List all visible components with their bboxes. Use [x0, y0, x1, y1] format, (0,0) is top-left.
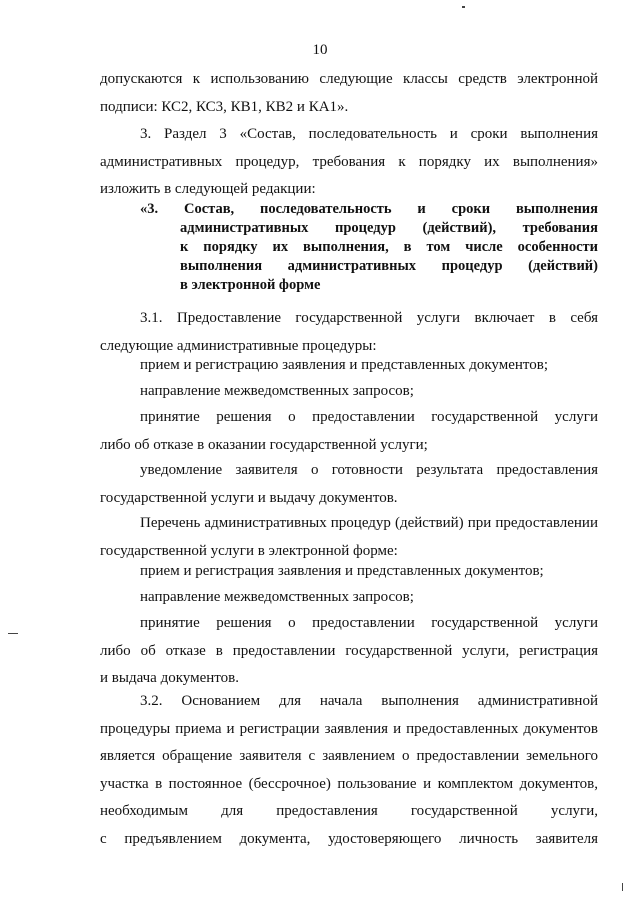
text-line: принятие решения о предоставлении государственной услуги: [140, 409, 598, 425]
scan-mark: [622, 883, 623, 891]
text-line: процедуры приема и регистрации заявления и предоставленных документов: [100, 720, 598, 737]
text-line: Перечень административных процедур (действий) при предоставлении: [140, 515, 598, 531]
list-item-decision-electronic: [100, 610, 598, 693]
list-item-decision: [100, 404, 598, 459]
text-line: допускаются к использованию следующие классы средств электронной: [100, 71, 598, 87]
text-line: является обращение заявителя с заявлением о предоставлении земельного: [100, 748, 598, 764]
heading-line: к порядку их выполнения, в том числе особенности: [180, 239, 598, 255]
text-line: 3.1. Предоставление государственной услуги включает в себя: [140, 310, 598, 326]
paragraph-3-2: [100, 688, 598, 853]
list-item: прием и регистрация заявления и представленных документов;: [140, 563, 544, 579]
text-line: принятие решения о предоставлении государственной услуги: [140, 615, 598, 631]
paragraph-section-3: [100, 121, 598, 204]
heading-line: выполнения административных процедур (действий): [180, 258, 598, 274]
text-line: следующие административные процедуры:: [100, 337, 377, 354]
paragraph-electronic-list: [100, 510, 598, 565]
list-item: прием и регистрацию заявления и представленных документов;: [140, 357, 549, 373]
text-line: государственной услуги в электронной форме:: [100, 542, 398, 559]
heading-line: в электронной форме: [180, 277, 321, 293]
page-number: 10: [312, 42, 328, 58]
paragraph-signature-classes: [100, 66, 598, 121]
section-heading: [140, 200, 598, 295]
text-line: 3. Раздел 3 «Состав, последовательность и сроки выполнения: [140, 126, 598, 142]
list-item-notification: [100, 457, 598, 512]
list-item: направление межведомственных запросов;: [140, 383, 414, 399]
text-line: уведомление заявителя о готовности результата предоставления: [140, 462, 598, 478]
text-line: административных процедур, требования к порядку их выполнения»: [100, 153, 598, 170]
scan-mark: [8, 633, 18, 634]
scan-mark: [462, 6, 465, 8]
text-line: участка в постоянное (бессрочное) пользование и комплектом документов,: [100, 775, 598, 792]
text-line: государственной услуги и выдачу документов.: [100, 489, 398, 506]
text-line: и выдача документов.: [100, 670, 239, 686]
text-line: изложить в следующей редакции:: [100, 181, 316, 197]
text-line: с предъявлением документа, удостоверяющего личность заявителя: [100, 830, 598, 847]
text-line: либо об отказе в предоставлении государственной услуги, регистрация: [100, 642, 598, 659]
heading-line: «3. Состав, последовательность и сроки выполнения: [140, 201, 598, 217]
heading-line: административных процедур (действий), требования: [180, 220, 598, 236]
text-line: необходимым для предоставления государственной услуги,: [100, 803, 598, 819]
text-line: 3.2. Основанием для начала выполнения административной: [140, 693, 598, 709]
paragraph-3-1: [100, 305, 598, 360]
text-line: либо об отказе в оказании государственной услуги;: [100, 436, 428, 453]
text-line: подписи: КС2, КС3, КВ1, КВ2 и КА1».: [100, 98, 349, 115]
list-item: направление межведомственных запросов;: [140, 589, 414, 605]
